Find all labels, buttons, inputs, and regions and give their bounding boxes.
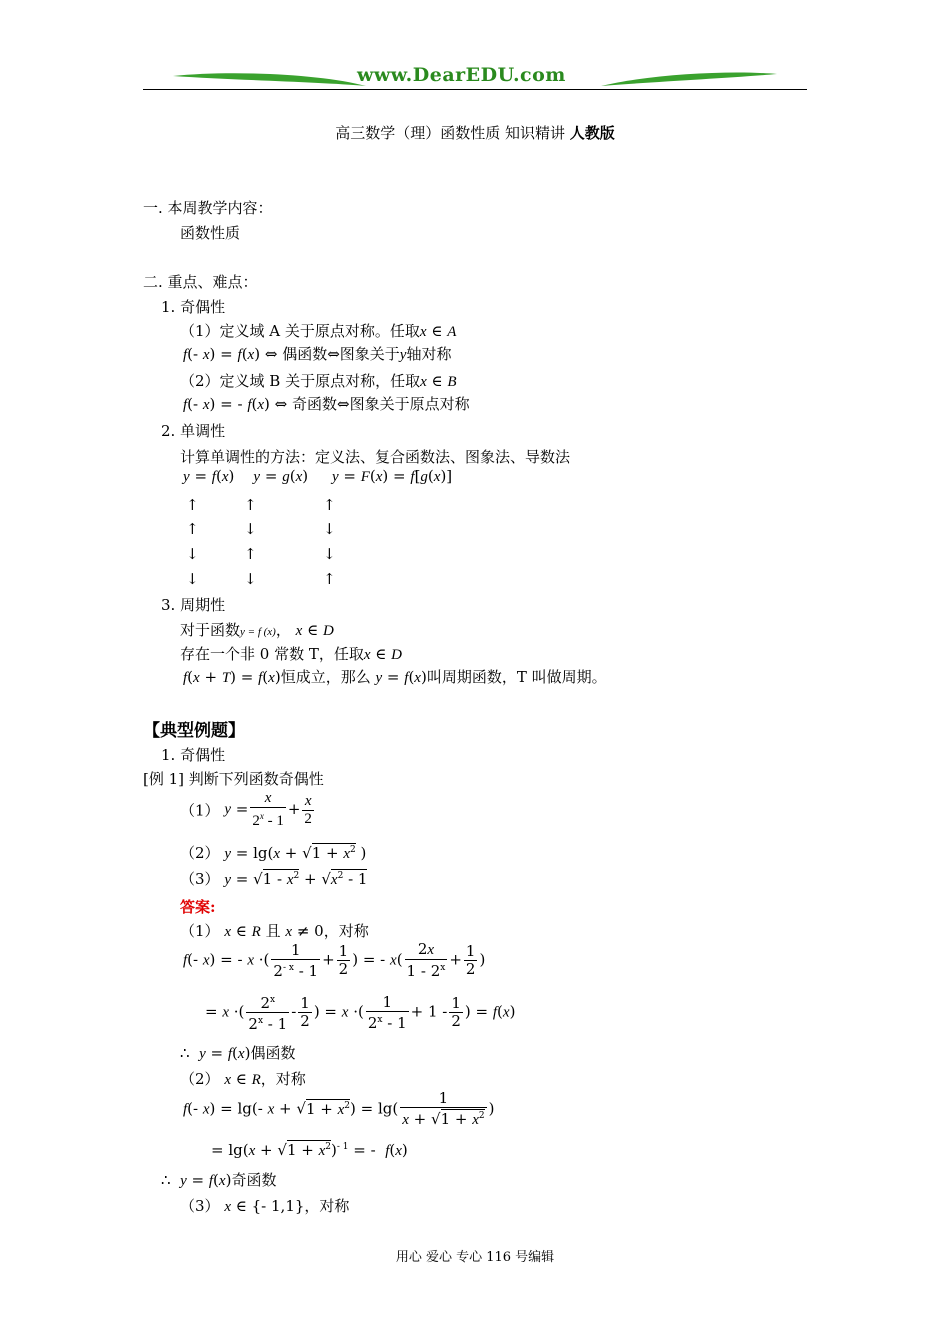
parity-heading: 1. 奇偶性 [161,298,226,316]
answer-1-conclusion: ∴ y = f(x)偶函数 [180,1044,296,1062]
site-logo: www.DearEDU.com [357,64,566,86]
arrow-r2c1: ↑ [244,545,257,563]
arrow-r3c1: ↓ [244,570,257,588]
examples-sub-parity: 1. 奇偶性 [161,746,226,764]
period-line-1: 对于函数y = f (x)， x ∈ D [180,621,334,639]
ex1-item-2: （2） $y = \lg(x + √1 + x^2$ ) [180,844,367,862]
arrow-r3c2: ↑ [323,570,336,588]
answer-2-step-1: f(- x) = lg(- $x + √1 + x^2) = \lg$( $\frac{1}{x + √1 + x^2}$ ) [183,1089,495,1128]
period-line-2: 存在一个非 0 常数 T，任取x ∈ D [180,645,403,663]
arrow-r0c0: ↑ [186,496,199,514]
arrow-r3c0: ↓ [186,570,199,588]
s1-heading: 一. 本周教学内容： [143,199,273,217]
example-1: [例 1] 判断下列函数奇偶性 [143,770,324,788]
arrow-r1c1: ↓ [244,520,257,538]
parity-line-4: f(- x) = - f(x) ⇔ 奇函数⇔图象关于原点对称 [183,395,470,413]
s2-heading: 二. 重点、难点： [143,273,258,291]
examples-heading: 【典型例题】 [143,721,245,741]
answer-3-domain: （3） x ∈ {- 1,1}，对称 [180,1197,350,1215]
answer-2-domain: （2） x ∈ R，对称 [180,1070,306,1088]
parity-line-2: f(- x) = f(x) ⇔ 偶函数⇔图象关于y轴对称 [183,345,452,363]
parity-line-1: （1）定义域 A 关于原点对称。任取x ∈ A [180,322,457,340]
period-heading: 3. 周期性 [161,596,226,614]
arrow-r1c2: ↓ [323,520,336,538]
parity-line-3: （2）定义域 B 关于原点对称，任取x ∈ B [180,372,457,390]
ex1-item-3: （3） $y = √1 - x^2 + √x^2 - 1$ [180,870,368,888]
answer-1-step-1: f(- x) = - x ·( $\frac{1}{2^{- x} - 1}$ + $\frac{1}{2}$ ) = - x( $\frac{2x}{1 - 2^x}$ + $\frac{1}{2}$ ) [183,940,486,980]
composite-functions: y = f(x) y = g(x) y = F(x) = f[g(x)] [183,467,453,485]
answer-1-domain: （1） x ∈ R 且 x ≠ 0，对称 [180,922,369,940]
page-footer: 用心 爱心 专心 116 号编辑 [395,1250,555,1265]
answer-1-step-2: = x ·( $\frac{2^x}{2^x - 1}$ - $\frac{1}{2}$ ) = x ·( $\frac{1}{2^x - 1}$ + 1 - $\frac{1}{2}$ ) = f(x) [205,992,516,1033]
answer-2-conclusion: ∴ y = f(x)奇函数 [161,1171,277,1189]
monotonic-methods: 计算单调性的方法：定义法、复合函数法、图象法、导数法 [180,448,571,466]
page-title: 高三数学（理）函数性质 知识精讲 人教版 [335,124,615,142]
answer-2-step-2: = $\lg(x + √1 + x^2)^{- 1}$ = - f(x) [211,1141,408,1159]
ex1-item-1: （1） y = $\frac{x}{2^x - 1}$ + $\frac{x}{2}$ [180,790,312,829]
answer-label: 答案: [180,898,216,916]
arrow-r2c0: ↓ [186,545,199,563]
arrow-r1c0: ↑ [186,520,199,538]
s1-content: 函数性质 [180,224,241,242]
arrow-r2c2: ↓ [323,545,336,563]
monotonic-heading: 2. 单调性 [161,422,226,440]
period-line-3: f(x + T) = f(x)恒成立，那么 y = f(x)叫周期函数，T 叫做周期。 [183,668,607,686]
arrow-r0c2: ↑ [323,496,336,514]
header-rule [143,89,807,90]
arrow-r0c1: ↑ [244,496,257,514]
page-header [143,64,807,94]
